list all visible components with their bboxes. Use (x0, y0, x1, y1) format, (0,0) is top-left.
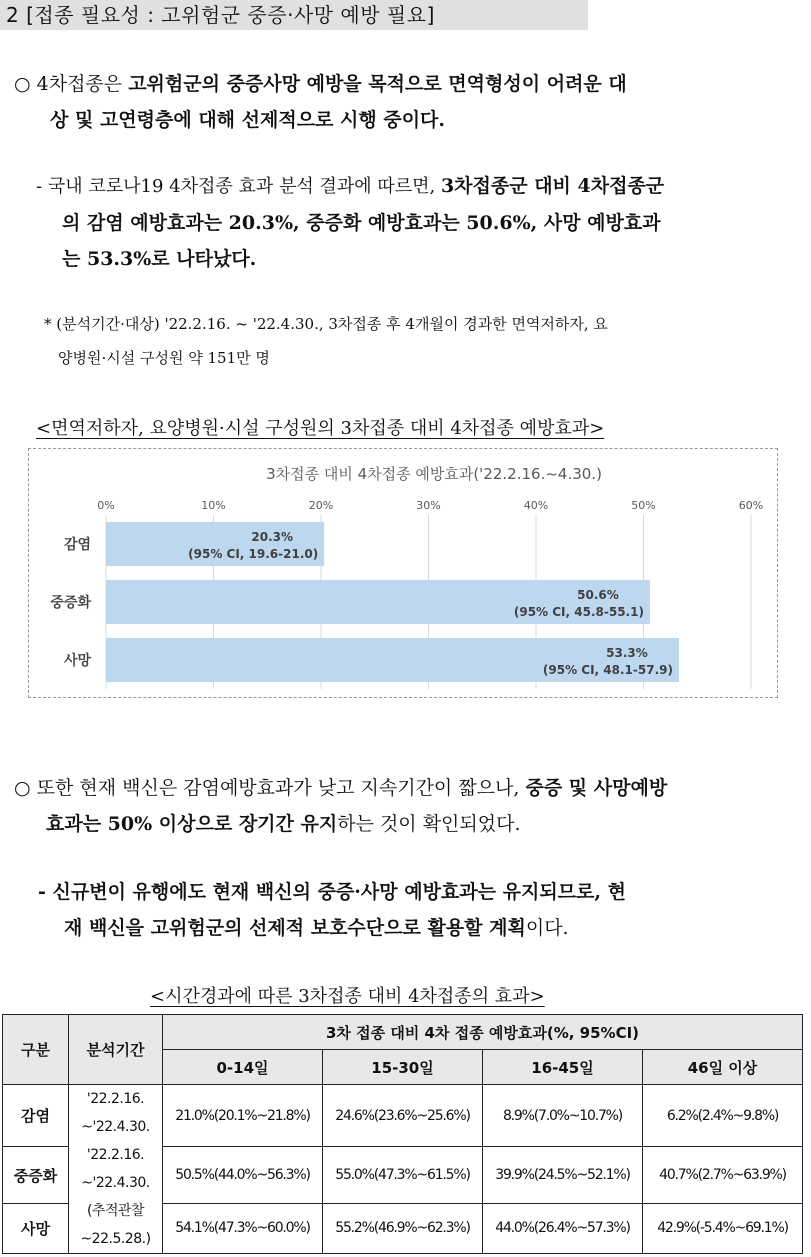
x-tick-label: 20% (308, 499, 334, 512)
table-cell: 44.0%(26.4%~57.3%) (483, 1203, 643, 1253)
table-cell: 39.9%(24.5%~52.1%) (483, 1147, 643, 1203)
period-line: '22.2.16. (86, 1091, 145, 1107)
chart-title: 3차접종 대비 4차접종 예방효과('22.2.16.~4.30.) (266, 465, 602, 483)
data-label: 50.6% (577, 588, 619, 602)
table-cell: 55.2%(46.9%~62.3%) (323, 1203, 483, 1253)
table-cell: 54.1%(47.3%~60.0%) (163, 1203, 323, 1253)
text-bold: 중증 및 사망예방 (525, 777, 668, 799)
header-effect: 3차 접종 대비 4차 접종 예방효과(%, 95%CI) (163, 1015, 803, 1050)
row-label: 감염 (3, 1085, 69, 1147)
text-bold: 상 및 고연령층에 대해 선제적으로 시행 중이다. (50, 109, 446, 131)
category-label: 중증화 (50, 595, 91, 611)
text-bold: 의 감염 예방효과는 20.3%, 중증화 예방효과는 50.6%, 사망 예방효과 (62, 212, 661, 234)
analysis-period (69, 1085, 163, 1254)
table-cell: 8.9%(7.0%~10.7%) (483, 1085, 643, 1147)
row-label: 중증화 (3, 1147, 69, 1203)
data-label: 20.3% (251, 530, 294, 544)
data-label: 53.3% (606, 646, 648, 660)
text-bold: 는 53.3%로 나타났다. (62, 248, 257, 270)
paragraph-1 (14, 66, 809, 138)
table-cell: 55.0%(47.3%~61.5%) (323, 1147, 483, 1203)
text-bold: 고위험군의 중증사망 예방을 목적으로 면역형성이 어려운 대 (128, 73, 627, 95)
chart-caption: <면역저하자, 요양병원·시설 구성원의 3차접종 대비 4차접종 예방효과> (36, 418, 605, 439)
text: 하는 것이 확인되었다. (337, 813, 521, 835)
text-bold: 3차접종군 대비 4차접종군 (440, 175, 665, 197)
text-bold: 고위험군의 선제적 보호수단으로 활용할 계획 (150, 917, 526, 939)
x-tick-label: 60% (738, 499, 764, 512)
period-line: (추적관찰 (86, 1203, 145, 1219)
data-label-ci: (95% CI, 45.8-55.1) (513, 605, 644, 619)
table-cell: 6.2%(2.4%~9.8%) (643, 1085, 803, 1147)
chart-container (28, 448, 778, 698)
text-bold: 재 백신을 (64, 917, 151, 939)
data-label-ci: (95% CI, 19.6-21.0) (188, 547, 319, 561)
table-cell: 24.6%(23.6%~25.6%) (323, 1085, 483, 1147)
period-line: ~'22.4.30. (81, 1175, 150, 1191)
footnote-line: 양병원·시설 구성원 약 151만 명 (58, 349, 270, 367)
x-tick-label: 0% (97, 499, 115, 512)
table-caption: <시간경과에 따른 3차접종 대비 4차접종의 효과> (150, 986, 545, 1007)
category-label: 감염 (63, 537, 91, 553)
table-cell: 42.9%(-5.4%~69.1%) (643, 1203, 803, 1253)
period-line: '22.2.16. (86, 1147, 145, 1163)
bar-chart (29, 449, 777, 697)
row-label: 사망 (3, 1203, 69, 1253)
dash: - (38, 881, 46, 903)
sub-paragraph-2 (38, 874, 808, 946)
text: 국내 코로나19 4차접종 효과 분석 결과에 따르면, (47, 176, 441, 197)
x-tick-label: 50% (631, 499, 656, 512)
x-tick-label: 30% (416, 499, 441, 512)
footnote-line: * (분석기간·대상) '22.2.16. ~ '22.4.30., 3차접종 후 4개월이 경과한 면역저하자, 요 (44, 315, 608, 333)
text: 이다. (525, 917, 569, 939)
table-cell: 40.7%(2.7%~63.9%) (643, 1147, 803, 1203)
x-tick-label: 40% (523, 499, 549, 512)
header-period-3: 46일 이상 (643, 1050, 803, 1085)
x-tick-label: 10% (201, 499, 226, 512)
period-line: ~'22.4.30. (81, 1119, 150, 1135)
header-period-2: 16-45일 (483, 1050, 643, 1085)
bullet: ○ (14, 73, 31, 95)
sub-paragraph-1 (36, 168, 808, 277)
header-period-1: 15-30일 (323, 1050, 483, 1085)
table-cell: 21.0%(20.1%~21.8%) (163, 1085, 323, 1147)
header-period: 분석기간 (69, 1015, 163, 1085)
dash: - (36, 176, 43, 197)
bullet: ○ (14, 777, 31, 799)
header-group: 구분 (3, 1015, 69, 1085)
text-bold: 효과는 50% 이상으로 장기간 유지 (46, 813, 338, 835)
data-label-ci: (95% CI, 48.1-57.9) (542, 663, 673, 677)
section-heading: 2 [접종 필요성 : 고위험군 중증·사망 예방 필요] (0, 0, 588, 30)
text: 4차접종은 (36, 73, 129, 95)
text-bold: 신규변이 유행에도 현재 백신의 중증·사망 예방효과는 유지되므로, 현 (52, 881, 626, 903)
table-cell: 50.5%(44.0%~56.3%) (163, 1147, 323, 1203)
period-line: ~22.5.28.) (80, 1231, 151, 1247)
effect-table (2, 1014, 803, 1254)
text: 또한 현재 백신은 감염예방효과가 낮고 지속기간이 짧으나, (36, 777, 526, 799)
table-row (3, 1085, 803, 1147)
category-label: 사망 (63, 653, 91, 669)
footnote (44, 307, 809, 375)
paragraph-2 (14, 770, 809, 842)
header-period-0: 0-14일 (163, 1050, 323, 1085)
